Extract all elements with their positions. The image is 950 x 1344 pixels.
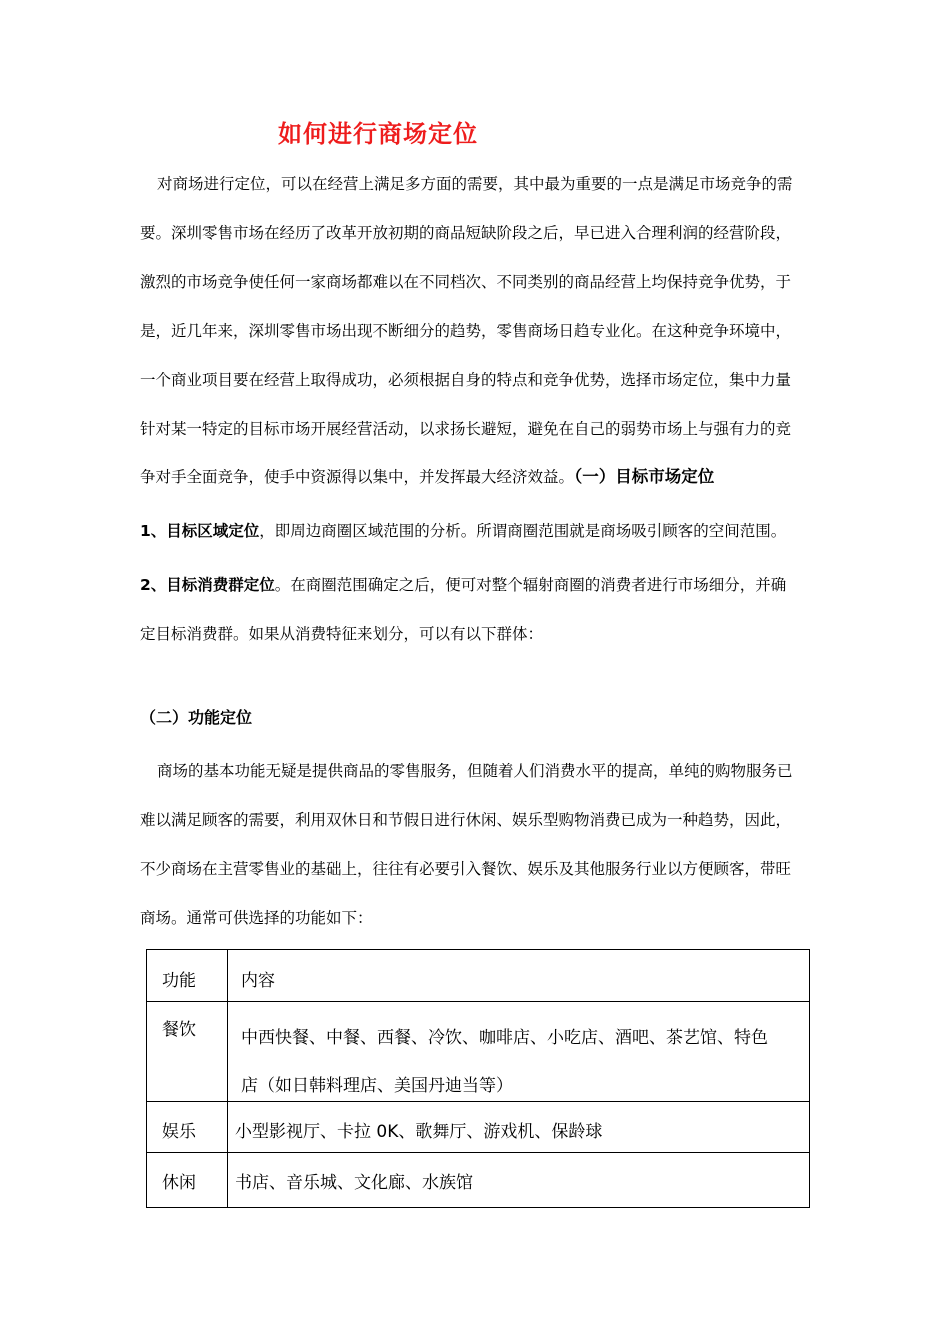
intro-last-line (140, 467, 714, 487)
document-title: 如何进行商场定位 (278, 120, 478, 148)
table-cell-function (147, 1102, 228, 1153)
row-function: 餐饮 (162, 1020, 196, 1040)
table-header-cell (147, 950, 228, 1002)
table-cell-content (228, 1002, 810, 1102)
item2-label: 2、目标消费群定位 (140, 576, 275, 594)
intro-line: 是，近几年来，深圳零售市场出现不断细分的趋势，零售商场日趋专业化。在这种竞争环境中， (140, 322, 792, 340)
intro-line: 对商场进行定位，可以在经营上满足多方面的需要，其中最为重要的一点是满足市场竞争的需 (157, 175, 793, 193)
intro-line: 一个商业项目要在经营上取得成功，必须根据自身的特点和竞争优势，选择市场定位，集中力量 (140, 371, 792, 389)
intro-line: 激烈的市场竞争使任何一家商场都难以在不同档次、不同类别的商品经营上均保持竞争优势，于 (140, 273, 792, 291)
table-cell-function (147, 1153, 228, 1208)
item1-label: 1、目标区域定位 (140, 522, 260, 540)
row-content-line: 小型影视厅、卡拉 0K、歌舞厅、游戏机、保龄球 (235, 1122, 603, 1142)
item2-line (140, 575, 786, 595)
item1-line (140, 521, 786, 541)
table-row (147, 1102, 810, 1153)
table-header-row (147, 950, 810, 1002)
item2-text: 。在商圈范围确定之后，便可对整个辐射商圈的消费者进行市场细分，并确 (274, 576, 787, 594)
intro-last-text: 争对手全面竞争，使手中资源得以集中，并发挥最大经济效益。 (140, 468, 575, 486)
function-table (146, 949, 810, 1208)
section2-line: 商场。通常可供选择的功能如下： (140, 909, 373, 927)
table-cell-content (228, 1102, 810, 1153)
table-row (147, 1153, 810, 1208)
table-header-cell (228, 950, 810, 1002)
row-content-line: 书店、音乐城、文化廊、水族馆 (235, 1173, 473, 1193)
table-cell-content (228, 1153, 810, 1208)
row-function: 娱乐 (162, 1122, 196, 1142)
table-row (147, 1002, 810, 1102)
section2-line: 难以满足顾客的需要，利用双休日和节假日进行休闲、娱乐型购物消费已成为一种趋势，因此， (140, 811, 792, 829)
section1-heading: （一）目标市场定位 (574, 467, 715, 486)
row-content-line: 店（如日韩料理店、美国丹迪当等） (241, 1076, 513, 1096)
intro-line: 针对某一特定的目标市场开展经营活动，以求扬长避短，避免在自己的弱势市场上与强有力的竞 (140, 420, 792, 438)
intro-line: 要。深圳零售市场在经历了改革开放初期的商品短缺阶段之后，早已进入合理利润的经营阶段， (140, 224, 792, 242)
item2-line2: 定目标消费群。如果从消费特征来划分，可以有以下群体： (140, 625, 544, 643)
header-function: 功能 (162, 971, 196, 991)
item1-text: ，即周边商圈区域范围的分析。所谓商圈范围就是商场吸引顾客的空间范围。 (259, 522, 787, 540)
row-function: 休闲 (162, 1173, 196, 1193)
header-content: 内容 (241, 971, 275, 991)
section2-line: 不少商场在主营零售业的基础上，往往有必要引入餐饮、娱乐及其他服务行业以方便顾客，带旺 (140, 860, 792, 878)
row-content-line: 中西快餐、中餐、西餐、冷饮、咖啡店、小吃店、酒吧、茶艺馆、特色 (241, 1028, 768, 1048)
table-cell-function (147, 1002, 228, 1102)
section2-heading: （二）功能定位 (140, 708, 253, 727)
section2-line: 商场的基本功能无疑是提供商品的零售服务，但随着人们消费水平的提高，单纯的购物服务已 (157, 762, 793, 780)
